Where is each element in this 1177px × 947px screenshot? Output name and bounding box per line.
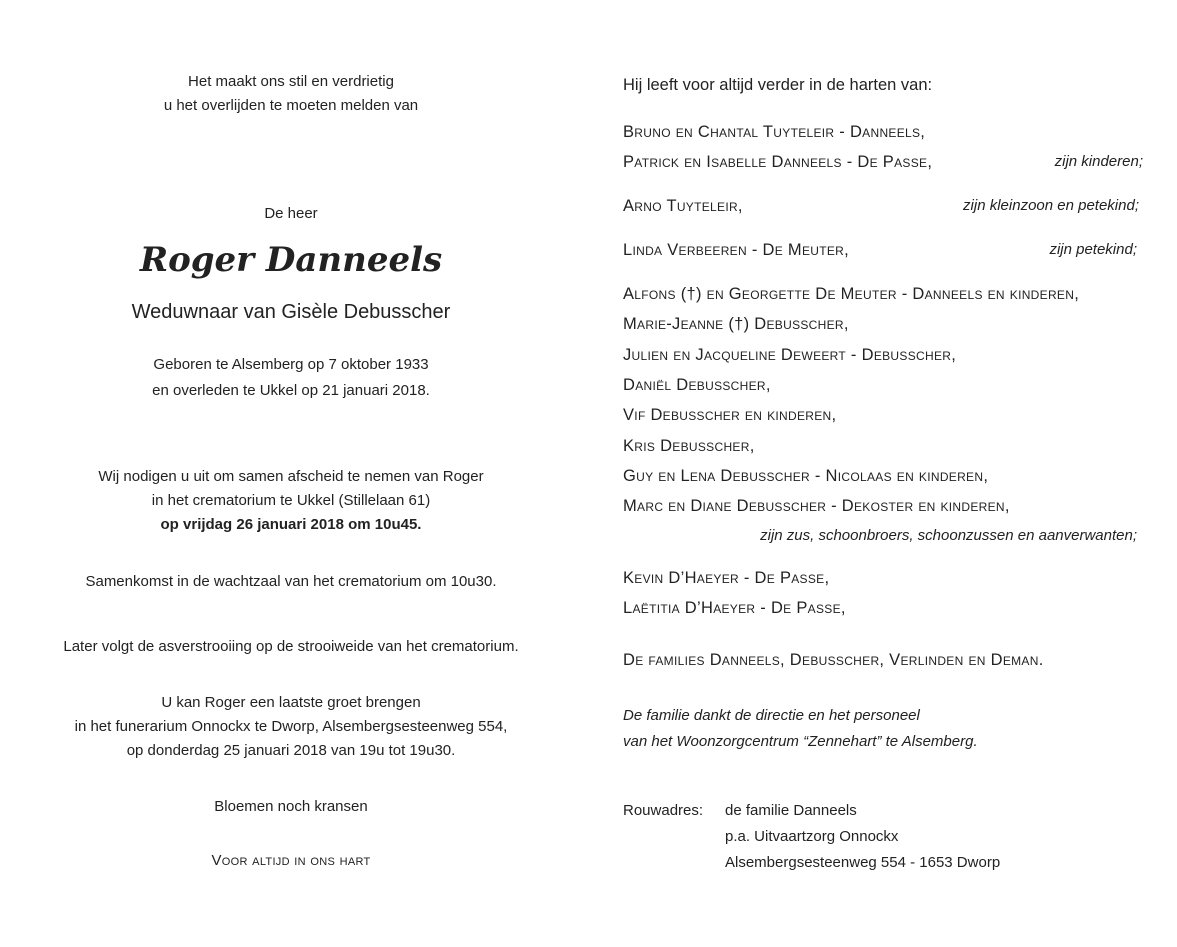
other-entry: Kevin D’Haeyer - De Passe, — [623, 569, 830, 587]
sibling-entry: Kris Debusscher, — [623, 437, 755, 455]
visit-line: op donderdag 25 januari 2018 van 19u tot 19u30. — [126, 742, 456, 759]
visit-info — [30, 691, 552, 763]
flowers-note: Bloemen noch kransen — [214, 798, 368, 815]
intro-line: u het overlijden te moeten melden van — [163, 97, 419, 114]
salutation: De heer — [264, 205, 318, 222]
birth-line: Geboren te Alsemberg op 7 oktober 1933 — [153, 356, 429, 373]
address-line: de familie Danneels — [725, 802, 857, 819]
widower-line: Weduwnaar van Gisèle Debusscher — [131, 301, 451, 323]
sibling-entry: Alfons (†) en Georgette De Meuter - Danneels en kinderen, — [623, 285, 1080, 303]
life-dates — [30, 352, 552, 404]
other-entry: Laëtitia D’Haeyer - De Passe, — [623, 599, 846, 617]
sibling-entry: Marc en Diane Debusscher - Dekoster en kinderen, — [623, 497, 1010, 515]
deceased-name: Roger Danneels — [139, 240, 443, 280]
invitation — [30, 465, 552, 537]
relation-label: zijn zus, schoonbroers, schoonzussen en aanverwanten; — [760, 527, 1137, 544]
visit-line: U kan Roger een laatste groet brengen — [161, 694, 421, 711]
sibling-entry: Vif Debusscher en kinderen, — [623, 406, 837, 424]
scattering-note: Later volgt de asverstrooiing op de strooiweide van het crematorium. — [63, 638, 519, 655]
sibling-entry: Guy en Lena Debusscher - Nicolaas en kinderen, — [623, 467, 989, 485]
invitation-line: in het crematorium te Ukkel (Stillelaan 61) — [151, 492, 431, 509]
child-entry: Patrick en Isabelle Danneels - De Passe, zijn kinderen; — [623, 147, 1143, 177]
sibling-entry: Marie-Jeanne (†) Debusscher, — [623, 315, 849, 333]
intro-text — [30, 70, 552, 118]
visit-line: in het funerarium Onnockx te Dworp, Alsembergsesteenweg 554, — [74, 718, 508, 735]
survivors-heading: Hij leeft voor altijd verder in de harten van: — [623, 76, 933, 94]
siblings-relation-row — [623, 521, 1143, 551]
death-line: en overleden te Ukkel op 21 januari 2018. — [152, 382, 430, 399]
thanks-line: De familie dankt de directie en het personeel — [623, 707, 920, 724]
motto: Voor altijd in ons hart — [211, 852, 371, 869]
sibling-entry: Daniël Debusscher, — [623, 376, 771, 394]
invitation-line: Wij nodigen u uit om samen afscheid te nemen van Roger — [98, 468, 484, 485]
relation-label: zijn kleinzoon en petekind; — [963, 197, 1139, 214]
families-line: De families Danneels, Debusscher, Verlinden en Deman. — [623, 651, 1044, 669]
address-line: Alsembergsesteenweg 554 - 1653 Dworp — [725, 854, 1001, 871]
godchild-entry: Linda Verbeeren - De Meuter, zijn petekind; — [623, 235, 1143, 265]
gathering-note: Samenkomst in de wachtzaal van het crematorium om 10u30. — [85, 573, 497, 590]
child-entry: Bruno en Chantal Tuyteleir - Danneels, — [623, 123, 926, 141]
grandson-entry: Arno Tuyteleir, zijn kleinzoon en petekind; — [623, 191, 1143, 221]
thanks-line: van het Woonzorgcentrum “Zennehart” te Alsemberg. — [623, 733, 978, 750]
relation-label: zijn petekind; — [1049, 241, 1137, 258]
ceremony-datetime: op vrijdag 26 januari 2018 om 10u45. — [160, 516, 422, 533]
relation-label: zijn kinderen; — [1054, 153, 1143, 170]
sibling-entry: Julien en Jacqueline Deweert - Debusscher, — [623, 346, 957, 364]
address-line: p.a. Uitvaartzorg Onnockx — [725, 828, 899, 845]
address-label: Rouwadres: — [623, 802, 704, 819]
intro-line: Het maakt ons stil en verdrietig — [188, 73, 394, 90]
address-block — [623, 850, 1143, 880]
